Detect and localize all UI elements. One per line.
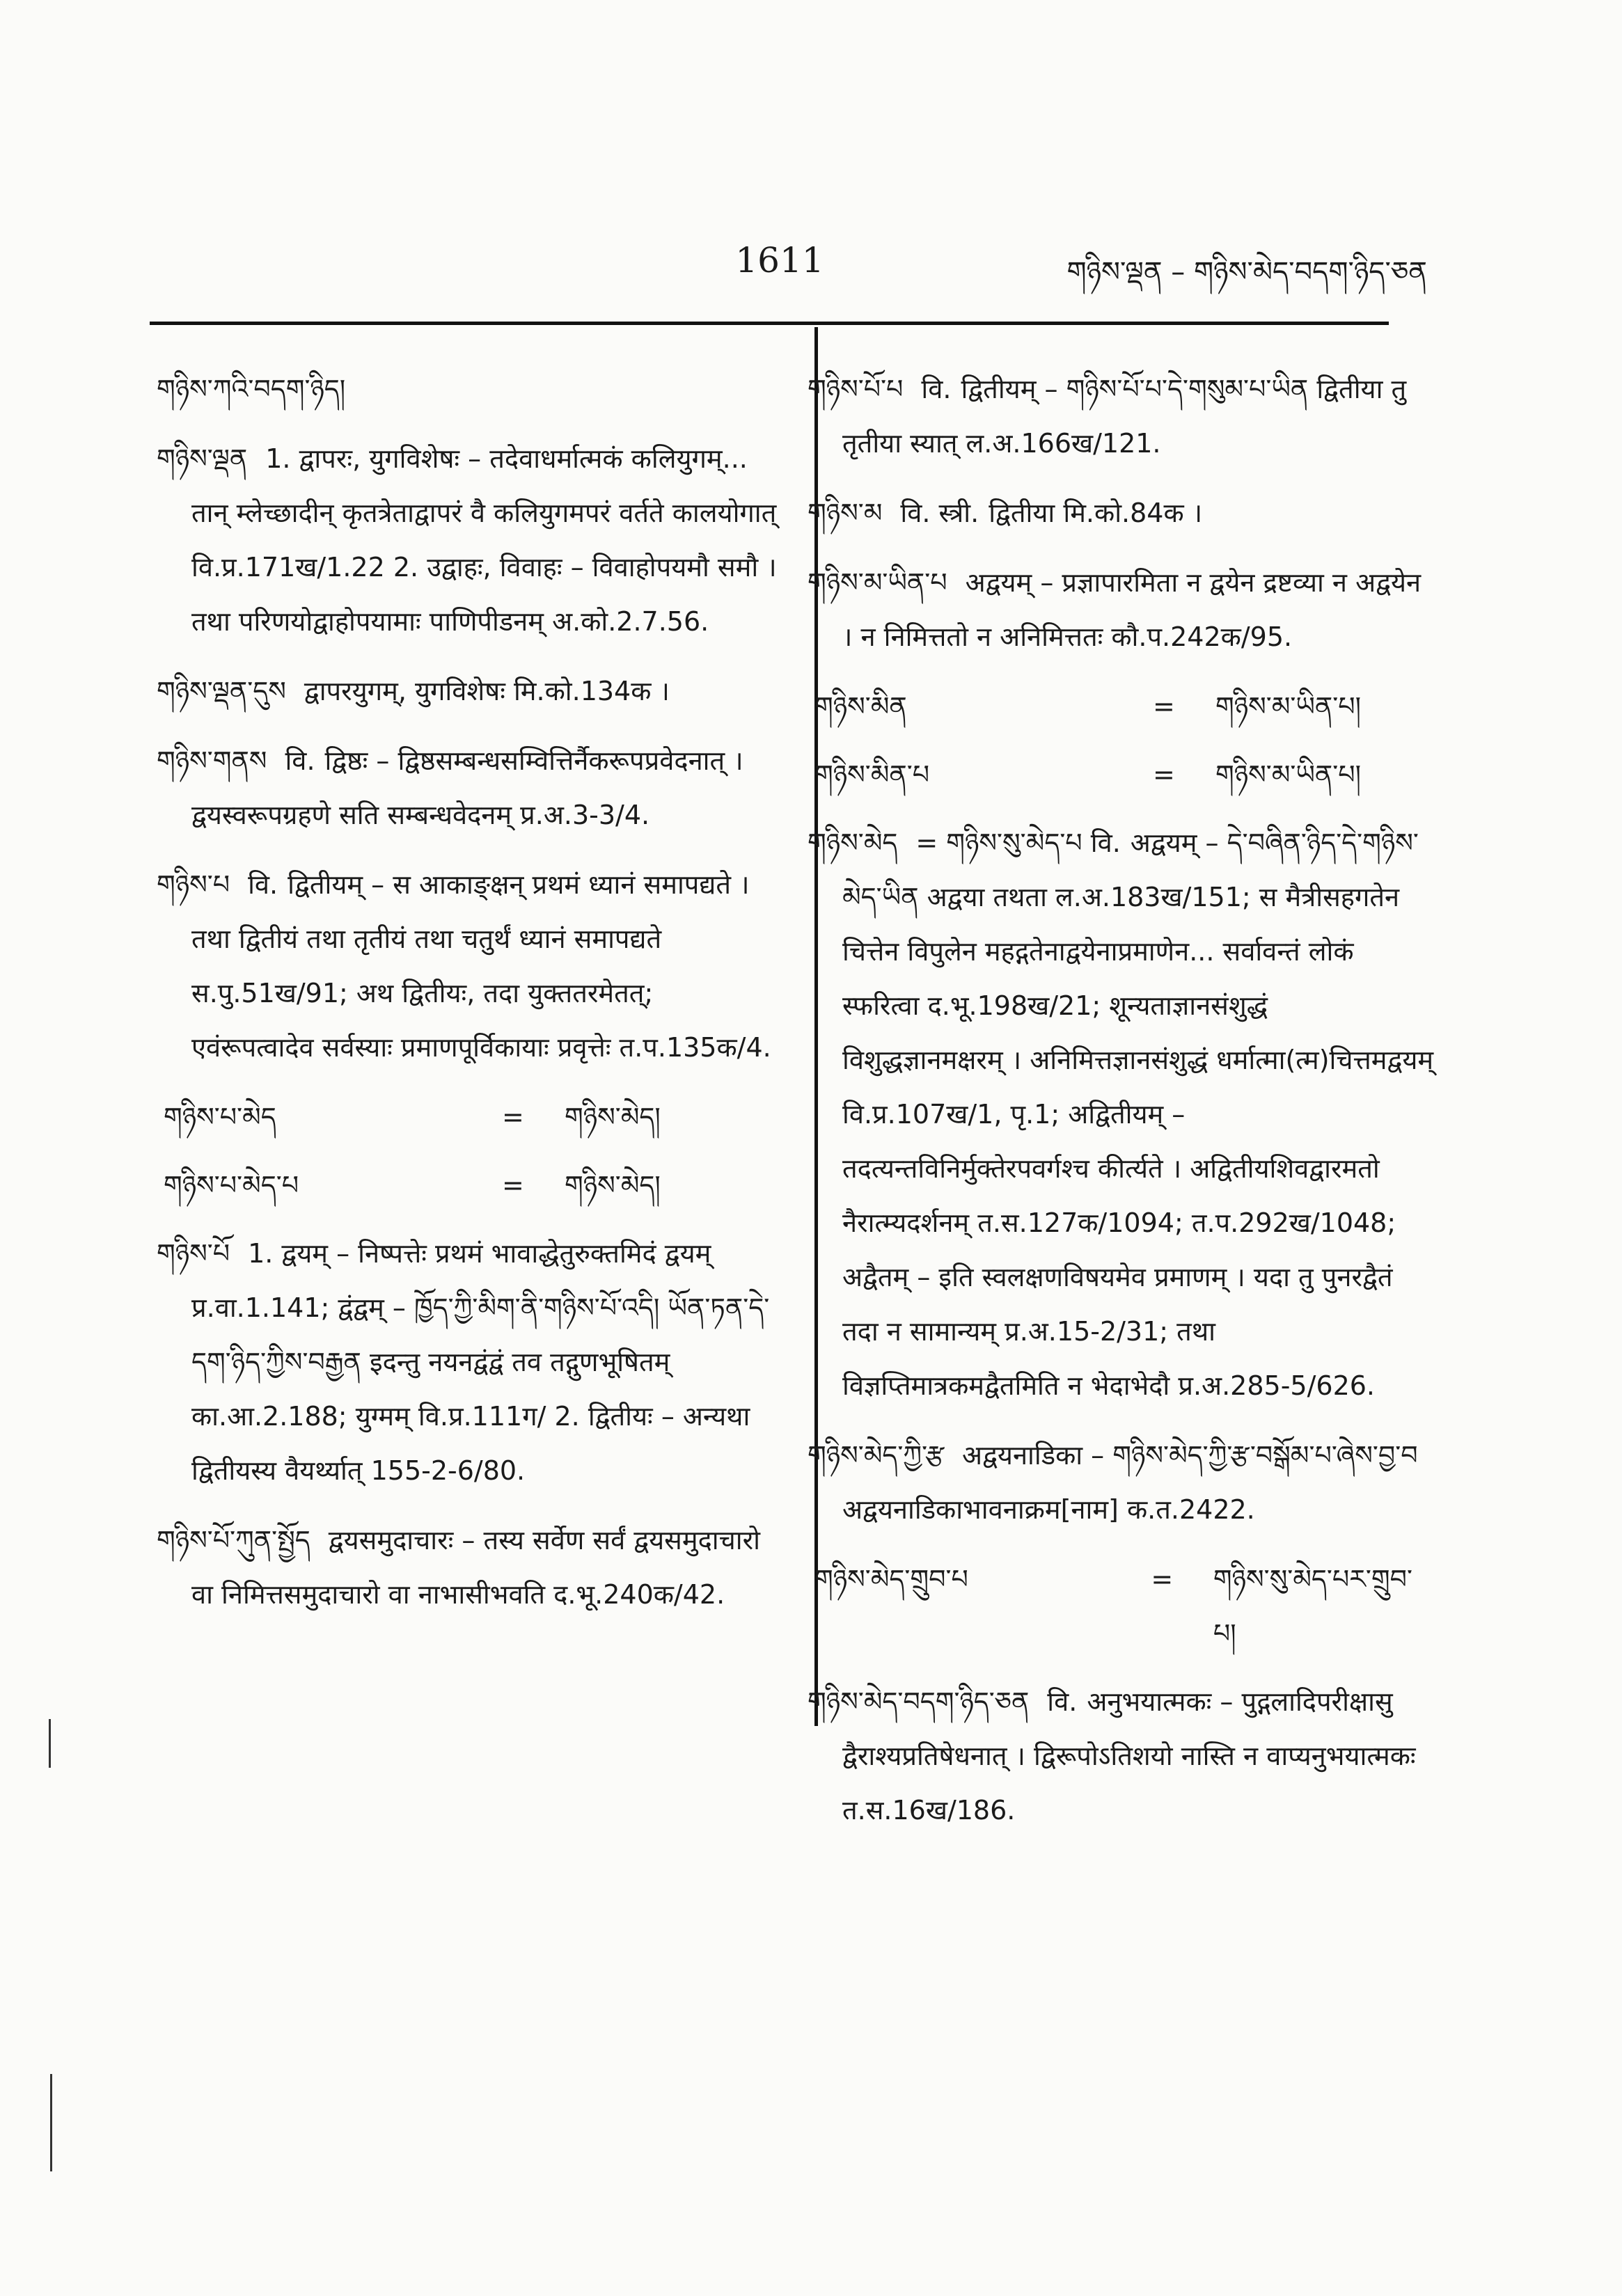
entry-headword: གཉིས་མ་ཡིན་པ bbox=[808, 567, 947, 598]
entry-definition: अद्वयनाडिका – གཉིས་མེད་ཀྱི་རྩ་བསྒོམ་པ་ཞེས་བྱ་བ अद्वयनाडिकाभावनाक्रम[नाम] क.त.2422. bbox=[842, 1440, 1418, 1525]
equals-sign: = bbox=[502, 1170, 524, 1201]
dictionary-entry bbox=[157, 1513, 783, 1622]
entry-definition: 1. द्वयम् – निष्पत्तेः प्रथमं भावाद्धेतुरुक्तमिदं द्वयम् प्र.वा.1.141; द्वंद्वम् – ཁྱོད་ཀྱི་མིག་ནི་གཉིས་པོ་འདི། ཡོན་ཏན་དེ་དག་ཉིད་ཀྱིས་བརྒྱན इदन्तु नयनद्वंद्वं तव तद्गुणभूषितम् का.आ.2.188; युग्मम् वि.प्र.111ग/ 2. द्वितीयः – अन्यथा द्वितीयस्य वैयर्थ्यात् 155-2-6/80. bbox=[191, 1238, 770, 1486]
entry-headword: གཉིས་ལྡན་དུས bbox=[157, 676, 286, 706]
entry-definition: द्वितीयम् – གཉིས་པོ་པ་དེ་གསུམ་པ་ཡིན द्वितीया तु तृतीया स्यात् ल.अ.166ख/121. bbox=[842, 374, 1407, 459]
entry-headword: གཉིས་པ་མེད་པ bbox=[164, 1170, 299, 1201]
entry-headword: གཉིས་མིན bbox=[814, 691, 907, 722]
dictionary-entry bbox=[808, 555, 1434, 664]
entry-headword: གཉིས་མེད་བདག་ཉིད་ཅན bbox=[808, 1686, 1030, 1717]
entry-headword: གཉིས་ལྡན bbox=[157, 443, 248, 474]
right-column bbox=[808, 362, 1434, 1853]
left-column bbox=[157, 362, 783, 1637]
entry-definition: द्वितीयम् – स आकाङ्क्षन् प्रथमं ध्यानं समापद्यते । तथा द्वितीयं तथा तृतीयं तथा चतुर्थं ध्यानं समापद्यते स.पु.51ख/91; अथ द्वितीयः, तदा युक्ततरमेतत्; एवंरूपत्वादेव सर्वस्याः प्रमाणपूर्विकायाः प्रवृत्तेः त.प.135क/4. bbox=[191, 869, 771, 1063]
cross-reference-entry bbox=[157, 1158, 783, 1212]
entry-definition: द्वापरयुगम्, युगविशेषः मि.को.134क । bbox=[304, 676, 670, 706]
grammar-label: वि. bbox=[248, 869, 278, 900]
margin-mark bbox=[50, 2074, 52, 2171]
entry-headword: གཉིས་མ bbox=[808, 498, 883, 528]
grammar-label: वि. स्त्री. bbox=[900, 498, 979, 528]
dictionary-entry bbox=[157, 432, 783, 649]
dictionary-entry bbox=[808, 1428, 1434, 1537]
entry-headword: གཉིས་ཀའི་བདག་ཉིད། bbox=[157, 374, 346, 404]
entry-headword: གཉིས་པ་མེད bbox=[164, 1102, 276, 1132]
margin-mark bbox=[49, 1719, 51, 1768]
equals-sign: = bbox=[1153, 691, 1175, 722]
dictionary-entry bbox=[808, 1675, 1434, 1837]
dictionary-entry bbox=[808, 362, 1434, 470]
entry-headword: གཉིས་པོ་པ bbox=[808, 374, 904, 404]
cross-reference-entry bbox=[808, 679, 1434, 734]
cross-reference-target: གཉིས་མ་ཡིན་པ། bbox=[1215, 759, 1362, 790]
entry-definition: द्वयसमुदाचारः – तस्य सर्वेण सर्वं द्वयसमुदाचारो वा निमित्तसमुदाचारो वा नाभासीभवति द.भू.240क/42. bbox=[191, 1525, 760, 1610]
cross-reference-entry bbox=[157, 1090, 783, 1144]
dictionary-entry bbox=[157, 734, 783, 842]
grammar-label: वि. bbox=[1047, 1686, 1078, 1717]
header-rule bbox=[150, 322, 1389, 325]
dictionary-entry bbox=[808, 486, 1434, 540]
equals-sign: = bbox=[502, 1102, 524, 1132]
entry-definition: द्विष्ठः – द्विष्ठसम्बन्धसम्वित्तिर्नैकरूपप्रवेदनात् । द्वयस्वरूपग्रहणे सति सम्बन्धवेदनम् प्र.अ.3-3/4. bbox=[191, 745, 743, 830]
cross-reference-entry bbox=[808, 747, 1434, 802]
entry-definition: द्वितीया मि.को.84क । bbox=[989, 498, 1203, 528]
entry-headword: གཉིས་པ bbox=[157, 869, 230, 900]
dictionary-entry bbox=[157, 1226, 783, 1498]
cross-reference-target: གཉིས་སུ་མེད་པར་གྲུབ་པ། bbox=[1213, 1564, 1412, 1649]
equals-sign: = bbox=[1153, 759, 1175, 790]
cross-reference-entry bbox=[808, 1552, 1434, 1661]
dictionary-entry bbox=[157, 857, 783, 1075]
cross-reference-target: གཉིས་མེད། bbox=[565, 1102, 661, 1132]
entry-headword: གཉིས་མེད་གྲུབ་པ bbox=[814, 1564, 968, 1594]
entry-definition: अद्वयम् – प्रज्ञापारमिता न द्वयेन द्रष्टव्या न अद्वयेन । न निमित्ततो न अनिमित्ततः कौ.प.242क/95. bbox=[842, 567, 1422, 652]
entry-headword: གཉིས་མེད་ཀྱི་རྩ bbox=[808, 1440, 945, 1471]
entry-definition: 1. द्वापरः, युगविशेषः – तदेवाधर्मात्मकं कलियुगम्... तान् म्लेच्छादीन् कृतत्रेताद्वापरं वै कलियुगमपरं वर्तते कालयोगात् वि.प्र.171ख/1.22 2. उद्वाहः, विवाहः – विवाहोपयमौ समौ । तथा परिणयोद्वाहोपयामाः पाणिपीडनम् अ.को.2.7.56. bbox=[191, 443, 777, 637]
page-number: 1611 bbox=[735, 240, 824, 280]
grammar-label: = གཉིས་སུ་མེད་པ वि. bbox=[915, 828, 1121, 858]
dictionary-entry bbox=[808, 816, 1434, 1413]
cross-reference-target: གཉིས་མེད། bbox=[565, 1170, 661, 1201]
entry-definition: अद्वयम् – དེ་བཞིན་ཉིད་དེ་གཉིས་མེད་ཡིན अद्वया तथता ल.अ.183ख/151; स मैत्रीसहगतेन चित्तेन विपुलेन महद्गतेनाद्वयेनाप्रमाणेन... सर्वावन्तं लोकं स्फरित्वा द.भू.198ख/21; शून्यताज्ञानसंशुद्धं विशुद्धज्ञानमक्षरम् । अनिमित्तज्ञानसंशुद्धं धर्मात्मा(त्म)चित्तमद्वयम् वि.प्र.107ख/1, पृ.1; अद्वितीयम् – तदत्यन्तविनिर्मुक्तेरपवर्गश्च कीर्त्यते । अद्वितीयशिवद्वारमतो नैरात्म्यदर्शनम् त.स.127क/1094; त.प.292ख/1048; अद्वैतम् – इति स्वलक्षणविषयमेव प्रमाणम् । यदा तु पुनरद्वैतं तदा न सामान्यम् प्र.अ.15-2/31; तथा विज्ञप्तिमात्रकमद्वैतमिति न भेदाभेदौ प्र.अ.285-5/626. bbox=[842, 828, 1434, 1401]
entry-headword: གཉིས་མིན་པ bbox=[814, 759, 930, 790]
entry-definition: अनुभयात्मकः – पुद्गलादिपरीक्षासु द्वैराश्यप्रतिषेधनात् । द्विरूपोऽतिशयो नास्ति न वाप्यनुभयात्मकः त.स.16ख/186. bbox=[842, 1686, 1416, 1826]
equals-sign: = bbox=[1151, 1564, 1174, 1594]
entry-headword: གཉིས་མེད bbox=[808, 828, 898, 858]
entry-headword: གཉིས་གནས bbox=[157, 745, 267, 776]
entry-headword: གཉིས་པོ་ཀུན་སྤྱོད bbox=[157, 1525, 310, 1555]
dictionary-entry bbox=[157, 362, 783, 416]
grammar-label: वि. bbox=[921, 374, 952, 404]
running-head: གཉིས་ལྡན – གཉིས་མེད་བདག་ཉིད་ཅན bbox=[1066, 256, 1427, 288]
dictionary-entry bbox=[157, 664, 783, 718]
grammar-label: वि. bbox=[285, 745, 315, 776]
cross-reference-target: གཉིས་མ་ཡིན་པ། bbox=[1215, 691, 1362, 722]
entry-headword: གཉིས་པོ bbox=[157, 1238, 230, 1269]
